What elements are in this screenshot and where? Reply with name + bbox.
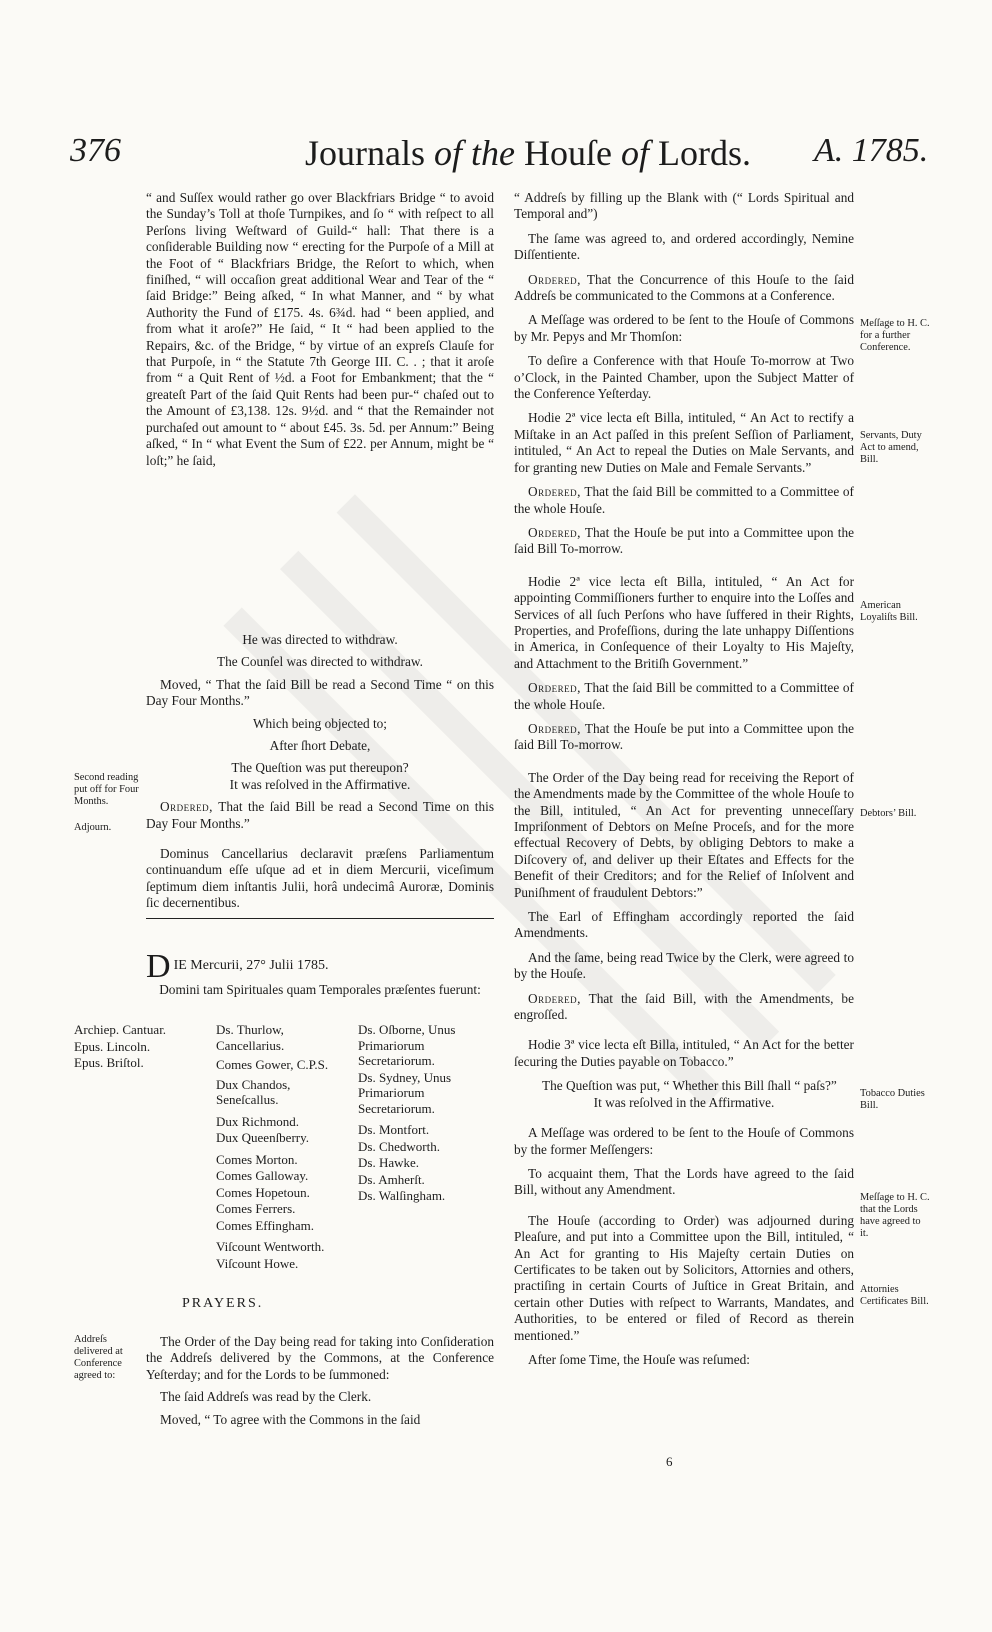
withdraw-block [146,632,494,912]
attendee: Ds. Sydney, Unus Primariorum Secretariorum. [358,1069,452,1116]
right-paragraph: The Order of the Day being read for receiving the Report of the Amendments made by the Committee of the whole Houſe to the Bill, intituled, “ An Act for preventing unneceſſary Impriſonment of Debtors on Meſne Proceſs, and for the more effectual Recovery of Debts, by obliging Debtors to make a Diſcovery of, and deliver up their Eſtates and Effects for the Benefit of their Creditors; and for the Relief of Inſolvent and Puniſhment of fraudulent Debtors:” [514,769,854,900]
die-heading [146,948,494,998]
debate-line: After ſhort Debate, [269,738,371,754]
margin-attornies-bill: Attornies Certificates Bill. [860,1284,929,1307]
attendee: Epus. Briſtol. [74,1055,144,1070]
withdraw-line: He was directed to withdraw. [242,632,398,647]
address-read: The ſaid Addreſs was read by the Clerk. [160,1389,372,1405]
margin-american-loyalists: American Loyaliſts Bill. [860,600,918,623]
left-bottom-text [146,1334,494,1428]
margin-message-conference: Meſſage to H. C. for a further Conference. [860,318,930,353]
attendee: Epus. Lincoln. [74,1038,151,1054]
attendee: Viſcount Wentworth. [216,1239,325,1254]
margin-servants-bill: Servants, Duty Act to amend, Bill. [860,430,922,465]
attendee: Dux Richmond. [216,1113,300,1129]
adjourn-line: Dominus Cancellarius declaravit præſens Parliamentum continuandum eſſe uſque ad et in diem Mercurii, viceſimum ſeptimum diem inſtantis Julii, horâ undecimâ Auroræ, Dominis ſic decernentibus. [146,846,494,911]
question-line: The Queſtion was put thereupon? [231,760,409,776]
domini-line: Domini tam Spirituales quam Temporales præſentes fuerunt: [159,982,481,997]
right-paragraph: And the ſame, being read Twice by the Clerk, were agreed to by the Houſe. [514,949,854,982]
attendance-col-1 [74,1022,204,1072]
right-paragraph: Ordered, That the ſaid Bill be committed to a Committee of the whole Houſe. [514,680,854,712]
right-paragraph: After ſome Time, the Houſe was reſumed: [528,1351,750,1367]
attendee: Archiep. Cantuar. [74,1022,167,1037]
page-number: 376 [70,132,121,169]
margin-tobacco-bill: Tobacco Duties Bill. [860,1088,925,1111]
moved-line: Moved, “ That the ſaid Bill be read a Second Time “ on this Day Four Months.” [146,676,494,709]
right-paragraph: To acquaint them, That the Lords have agreed to the ſaid Bill, without any Amendment. [514,1165,854,1198]
counsel-line: The Counſel was directed to withdraw. [217,654,423,670]
attendee: Comes Ferrers. [216,1201,296,1216]
left-paragraph: “ and Suſſex would rather go over Blackfriars Bridge “ to avoid the Sunday’s Toll at thoſe Turnpikes, and ſo “ with reſpect to all Perſons living Weſtward of Guild-“ hall: That there is a conſiderable Building now “ erecting for the Purpoſe of a Mill at the Foot of “ Blackfriars Bridge, the Reſort to which, when finiſhed, “ will occaſion great additional Wear and Tear of the “ ſaid Bridge:” Being aſked, “ In what Manner, and “ by what Authority the Fund of £175. 4s. 6¾d. had “ been applied, and from what it aroſe?” He ſaid, “ It “ had been applied to the Repairs, &c. of the Bridge, “ by virtue of an expreſs Clauſe for that Purpoſe, in “ the Statute 7th George III. C. . ; that it aroſe from “ a Quit Rent of ½d. a Foot for Embankment; that the “ greateſt Part of the ſaid Quit Rents had been pur-“ chaſed out to the Amount of £3,138. 12s. 9½d. and “ that the Remainder not purchaſed out amount to “ about £45. 3s. 5d. per Annum:” Being aſked, “ In “ what Event the Sum of £22. per Annum, might be “ loſt;” he ſaid, [146,190,494,468]
margin-second-reading: Second reading put off for Four Months. [74,772,139,807]
section-rule [146,918,494,919]
attendee: Ds. Oſborne, Unus Primariorum Secretariorum. [358,1022,456,1068]
left-top-text [146,190,494,469]
right-column [514,190,854,1368]
attendee: Ds. Chedworth. [358,1138,440,1154]
attendee: Comes Hopetoun. [216,1184,310,1200]
attendee: Ds. Hawke. [358,1155,420,1170]
right-paragraph: “ Addreſs by filling up the Blank with (“ Lords Spiritual and Temporal and”) [514,190,854,222]
running-title: Journals of the Houſe of Lords. [305,133,751,173]
die-line: IE Mercurii, 27° Julii 1785. [173,958,329,973]
attendee: Comes Effingham. [216,1217,314,1233]
right-paragraph: Ordered, That the Houſe be put into a Committee upon the ſaid Bill To-morrow. [514,720,854,753]
attendee: Dux Queenſberry. [216,1130,310,1145]
attendance-col-3 [358,1022,494,1205]
objected-line: Which being objected to; [252,715,388,731]
attendee: Ds. Montfort. [358,1122,430,1137]
attendee: Viſcount Howe. [216,1255,299,1271]
catchword: 6 [666,1454,673,1469]
right-paragraph: The Earl of Effingham accordingly reported the ſaid Amendments. [514,909,854,941]
prayers-heading: PRAYERS. [182,1296,264,1311]
attendance-col-2 [216,1022,348,1272]
resolved-line: It was reſolved in the Affirmative. [229,776,411,792]
right-paragraph: A Meſſage was ordered to be ſent to the Houſe of Commons by the former Meſſengers: [514,1125,854,1157]
margin-adjourn: Adjourn. [74,822,112,833]
right-paragraph: The ſame was agreed to, and ordered accordingly, Nemine Diſſentiente. [514,230,854,263]
right-paragraph: Hodie 2ª vice lecta eſt Billa, intituled, “ An Act for appointing Commiſſioners further to enquire into the Loſſes and Services of all ſuch Perſons who have ſuffered in their Rights, Properties, and Profeſſions, during the late unhappy Diſſentions in America, in Conſequence of their Loyalty to His Majeſty, and Attachment to the Britiſh Government.” [514,573,854,671]
right-paragraph: Ordered, That the Houſe be put into a Committee upon the ſaid Bill To-morrow. [514,524,854,557]
right-paragraph: It was reſolved in the Affirmative. [593,1094,775,1110]
attendee: Ds. Amherſt. [358,1171,425,1187]
attendee: Comes Galloway. [216,1168,309,1183]
moved-agree: Moved, “ To agree with the Commons in the ſaid [160,1411,421,1427]
right-paragraph: To deſire a Conference with that Houſe To-morrow at Two o’Clock, in the Painted Chamber, upon the Subject Matter of the Conference Yeſterday. [514,353,854,402]
right-paragraph: Ordered, That the ſaid Bill, with the Amendments, be engroſſed. [514,990,854,1023]
ordered-line: Ordered, That the ſaid Bill be read a Second Time on this Day Four Months.” [146,799,494,831]
margin-address: Addreſs delivered at Conference agreed to: [74,1334,123,1381]
order-paragraph: The Order of the Day being read for taking into Conſideration the Addreſs delivered by the Commons, at the Conference Yeſterday; and for the Lords to be ſummoned: [146,1334,494,1382]
right-paragraph: A Meſſage was ordered to be ſent to the Houſe of Commons by Mr. Pepys and Mr Thomſon: [514,312,854,344]
attendee: Ds. Walſingham. [358,1188,446,1203]
margin-debtors-bill: Debtors’ Bill. [860,808,917,819]
right-paragraph: The Queſtion was put, “ Whether this Bill ſhall “ paſs?” [542,1078,837,1094]
running-year: A. 1785. [814,132,929,169]
attendee: Comes Gower, C.P.S. [216,1057,329,1072]
right-paragraph: Ordered, That the ſaid Bill be committed to a Committee of the whole Houſe. [514,484,854,516]
attendee: Ds. Thurlow, Cancellarius. [216,1022,285,1053]
attendee: Dux Chandos, Seneſcallus. [216,1076,291,1107]
margin-message-agreed: Meſſage to H. C. that the Lords have agreed to it. [860,1192,930,1239]
dropcap: D [146,948,171,985]
right-paragraph: Hodie 2ª vice lecta eſt Billa, intituled, “ An Act to rectify a Miſtake in an Act paſſed in this preſent Seſſion of Parliament, intituled, “ An Act to repeal the Duties on Male Servants, and for granting new Duties on Male and Female Servants.” [514,410,854,475]
right-paragraph: Ordered, That the Concurrence of this Houſe to the ſaid Addreſs be communicated to the Commons at a Conference. [514,271,854,304]
attendee: Comes Morton. [216,1151,298,1167]
right-paragraph: Hodie 3ª vice lecta eſt Billa, intituled, “ An Act for the better ſecuring the Duties payable on Tobacco.” [514,1037,854,1069]
right-paragraph: The Houſe (according to Order) was adjourned during Pleaſure, and put into a Committee upon the Bill, intituled, “ An Act for granting to His Majeſty certain Duties on Certificates to be taken out by Solicitors, Attornies and others, practiſing in certain Courts of Juſtice in Great Britain, and certain other Duties with reſpect to Warrants, Mandates, and Authorities, to be entered or filed of Record as therein mentioned.” [514,1212,854,1343]
